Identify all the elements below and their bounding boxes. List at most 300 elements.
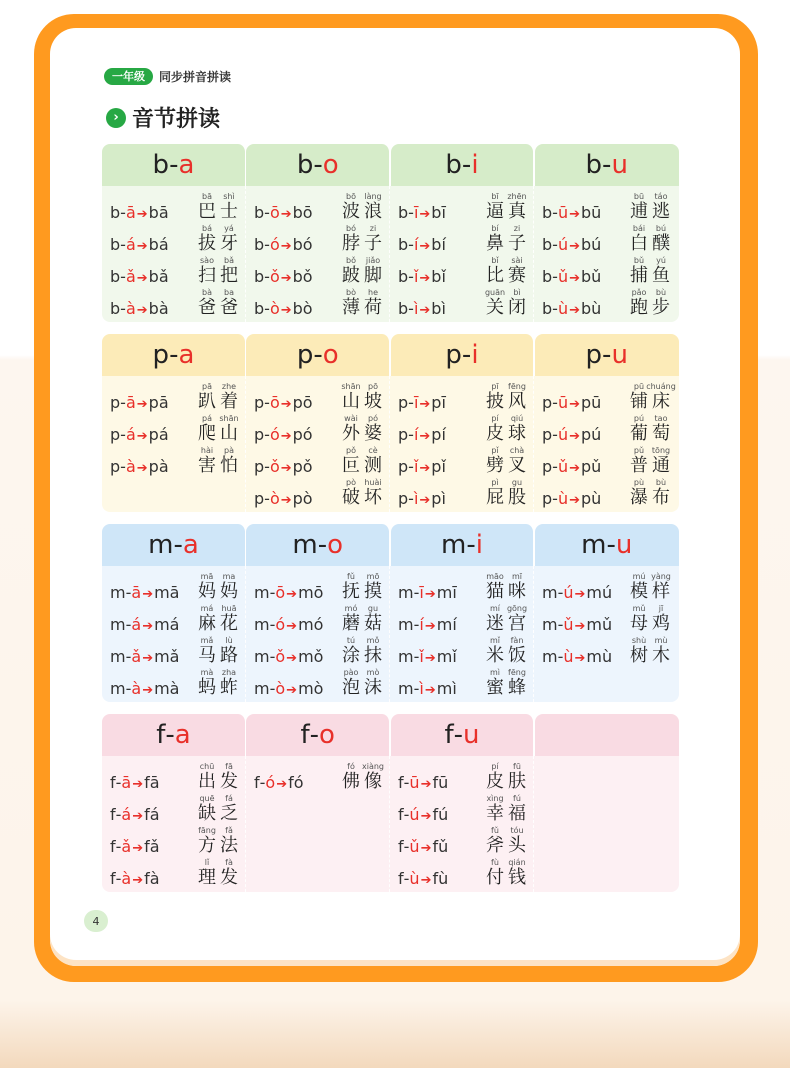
hanzi: 逃 — [652, 201, 670, 222]
syllable-spelling — [254, 267, 340, 286]
pinyin: táo — [654, 192, 668, 201]
spelling-line — [398, 634, 533, 666]
syllable-spelling — [542, 299, 628, 318]
initial: p — [110, 425, 121, 444]
pinyin: pù — [633, 478, 645, 487]
spelling-line — [110, 760, 245, 792]
example-word — [196, 826, 240, 856]
toned-vowel: ī — [419, 583, 424, 602]
spelling-line — [110, 570, 245, 602]
spelling-line — [398, 666, 533, 698]
pinyin: bí — [491, 224, 499, 233]
syllable-spelling — [254, 583, 340, 602]
syllable-spelling — [254, 647, 340, 666]
spelling-line — [542, 222, 678, 254]
pinyin: chuáng — [646, 382, 676, 391]
example-word — [196, 224, 240, 254]
word-char — [650, 192, 672, 222]
syllable-spelling — [254, 615, 340, 634]
arrow-icon: ➔ — [419, 461, 431, 476]
dash: - — [408, 203, 414, 222]
word-char — [340, 604, 362, 634]
toned-vowel: ǒ — [269, 457, 280, 476]
hanzi: 坡 — [364, 391, 382, 412]
word-char — [650, 572, 672, 602]
spelling-line — [110, 190, 245, 222]
pinyin: chū — [199, 762, 215, 771]
hanzi: 花 — [220, 613, 238, 634]
dash: - — [602, 150, 612, 180]
toned-vowel: ǒ — [275, 647, 286, 666]
arrow-icon: ➔ — [276, 777, 288, 792]
spelling-line — [254, 444, 389, 476]
pinyin: pí — [491, 414, 499, 423]
word-char — [650, 478, 672, 508]
hanzi: 拔 — [198, 233, 216, 254]
toned-vowel: ú — [409, 805, 420, 824]
initial: f — [110, 837, 116, 856]
initial: p — [254, 489, 265, 508]
syllable-spelling — [110, 773, 196, 792]
word-char — [650, 256, 672, 286]
section-f — [102, 714, 679, 892]
toned-vowel: í — [413, 425, 419, 444]
spelling-line — [110, 380, 245, 412]
toned-vowel: ú — [557, 235, 569, 254]
example-word — [628, 478, 672, 508]
hanzi: 爸 — [220, 297, 238, 318]
syllable-spelling — [398, 615, 484, 634]
hanzi: 鸡 — [652, 613, 670, 634]
example-word — [628, 256, 672, 286]
word-char — [506, 858, 528, 888]
hanzi: 扫 — [198, 265, 216, 286]
pinyin: zhēn — [507, 192, 527, 201]
syllable-column — [534, 376, 678, 512]
hanzi: 蘑 — [342, 613, 360, 634]
word-char — [484, 478, 506, 508]
word-char — [362, 414, 384, 444]
example-word — [628, 572, 672, 602]
dash: - — [264, 425, 270, 444]
word-char — [484, 668, 506, 698]
arrow-icon: ➔ — [419, 429, 431, 444]
word-char — [362, 192, 384, 222]
spelling-line — [398, 286, 533, 318]
pinyin: zi — [513, 224, 521, 233]
vowel: a — [178, 340, 195, 370]
toned-vowel: ò — [269, 489, 280, 508]
dash: - — [552, 457, 558, 476]
word-char — [362, 224, 384, 254]
hanzi: 肤 — [508, 771, 526, 792]
example-word — [484, 288, 528, 318]
result-syllable: mī — [436, 583, 457, 602]
result-syllable: bú — [580, 235, 602, 254]
pinyin: pú — [633, 414, 645, 423]
hanzi: 葡 — [630, 423, 648, 444]
hanzi: 婆 — [364, 423, 382, 444]
result-syllable: mí — [436, 615, 457, 634]
spelling-line — [254, 286, 389, 318]
word-char — [340, 572, 362, 602]
result-syllable: mó — [298, 615, 324, 634]
pinyin: huài — [364, 478, 382, 487]
hanzi: 逋 — [630, 201, 648, 222]
toned-vowel: ǔ — [557, 267, 569, 286]
toned-vowel: ǐ — [413, 457, 419, 476]
result-syllable: mǔ — [586, 615, 613, 634]
toned-vowel: ā — [121, 773, 132, 792]
hanzi: 脚 — [364, 265, 382, 286]
arrow-icon: ➔ — [424, 651, 436, 666]
dash: - — [557, 647, 564, 666]
hanzi: 出 — [198, 771, 216, 792]
pinyin: bǐ — [491, 256, 499, 265]
dash: - — [413, 679, 420, 698]
dash: - — [269, 615, 276, 634]
hanzi: 钱 — [508, 867, 526, 888]
initial: p — [542, 425, 553, 444]
word-char — [650, 224, 672, 254]
consonant: m — [581, 530, 607, 560]
hanzi: 蚂 — [198, 677, 216, 698]
hanzi: 马 — [198, 645, 216, 666]
toned-vowel: ā — [131, 583, 142, 602]
syllable-column — [390, 566, 534, 702]
pinyin: bī — [491, 192, 499, 201]
pinyin: pǔ — [633, 446, 645, 455]
word-char — [362, 636, 384, 666]
consonant: f — [300, 720, 310, 750]
vowel: o — [319, 720, 335, 750]
hanzi: 瀑 — [630, 487, 648, 508]
toned-vowel: ō — [275, 583, 286, 602]
hanzi: 乏 — [220, 803, 238, 824]
consonant: p — [585, 340, 603, 370]
toned-vowel: ī — [413, 393, 419, 412]
example-word — [484, 192, 528, 222]
dash: - — [264, 267, 270, 286]
hanzi: 比 — [486, 265, 504, 286]
consonant: f — [444, 720, 454, 750]
hanzi: 模 — [630, 581, 648, 602]
example-word — [340, 572, 384, 602]
example-word — [484, 382, 528, 412]
example-word — [628, 288, 672, 318]
arrow-icon: ➔ — [142, 651, 154, 666]
pinyin: bǔ — [633, 256, 645, 265]
word-char — [628, 636, 650, 666]
hanzi: 把 — [220, 265, 238, 286]
toned-vowel: ǒ — [269, 267, 280, 286]
hanzi: 母 — [630, 613, 648, 634]
hanzi: 头 — [508, 835, 526, 856]
result-syllable: pó — [292, 425, 313, 444]
spelling-line — [254, 666, 389, 698]
hanzi: 赛 — [508, 265, 526, 286]
initial: b — [398, 299, 409, 318]
syllable-column — [102, 566, 246, 702]
hanzi: 披 — [486, 391, 504, 412]
word-char — [362, 572, 384, 602]
example-word — [484, 446, 528, 476]
syllable-spelling — [254, 235, 340, 254]
initial: m — [398, 583, 414, 602]
vowel: u — [463, 720, 480, 750]
initial: p — [398, 425, 409, 444]
arrow-icon: ➔ — [569, 303, 580, 318]
dash: - — [115, 869, 122, 888]
word-char — [506, 572, 528, 602]
word-char — [506, 256, 528, 286]
example-word — [196, 794, 240, 824]
pinyin: pà — [224, 446, 234, 455]
arrow-icon: ➔ — [136, 239, 148, 254]
word-char — [628, 572, 650, 602]
example-word — [196, 288, 240, 318]
hanzi: 捕 — [630, 265, 648, 286]
word-char — [506, 446, 528, 476]
arrow-icon: ➔ — [419, 271, 431, 286]
word-char — [340, 446, 362, 476]
initial: f — [110, 805, 116, 824]
hanzi: 床 — [652, 391, 670, 412]
dash: - — [403, 869, 410, 888]
syllable-header — [102, 714, 246, 756]
consonant: p — [152, 340, 170, 370]
syllable-spelling — [110, 457, 196, 476]
initial: p — [254, 457, 265, 476]
pinyin: mō — [366, 572, 380, 581]
arrow-icon: ➔ — [419, 239, 431, 254]
initial: m — [254, 647, 270, 666]
initial: b — [254, 267, 265, 286]
hanzi: 真 — [508, 201, 526, 222]
example-word — [484, 794, 528, 824]
dash: - — [317, 530, 328, 560]
arrow-icon: ➔ — [569, 429, 580, 444]
arrow-icon: ➔ — [574, 587, 586, 602]
toned-vowel: à — [125, 457, 136, 476]
dash: - — [557, 615, 564, 634]
initial: b — [542, 235, 553, 254]
syllable-column — [534, 186, 678, 322]
dash: - — [125, 647, 132, 666]
word-char — [628, 224, 650, 254]
syllable-spelling — [542, 615, 628, 634]
toned-vowel: ò — [269, 299, 280, 318]
spelling-line — [398, 856, 533, 888]
example-word — [196, 668, 240, 698]
initial: b — [398, 267, 409, 286]
result-syllable: bǒ — [292, 267, 313, 286]
result-syllable: fú — [432, 805, 449, 824]
dash: - — [115, 805, 122, 824]
dash: - — [403, 773, 410, 792]
word-char — [650, 446, 672, 476]
pinyin: pī — [491, 382, 499, 391]
initial: p — [254, 425, 265, 444]
example-word — [484, 762, 528, 792]
pinyin: sào — [200, 256, 214, 265]
word-char — [196, 794, 218, 824]
arrow-icon: ➔ — [280, 429, 292, 444]
example-word — [196, 382, 240, 412]
arrow-icon: ➔ — [132, 777, 144, 792]
result-syllable: fà — [144, 869, 160, 888]
hanzi: 迷 — [486, 613, 504, 634]
hanzi: 关 — [486, 297, 504, 318]
word-char — [628, 288, 650, 318]
hanzi: 鱼 — [652, 265, 670, 286]
arrow-icon: ➔ — [424, 683, 436, 698]
example-word — [484, 604, 528, 634]
hanzi: 球 — [508, 423, 526, 444]
word-char — [196, 256, 218, 286]
initial: m — [254, 615, 270, 634]
word-char — [484, 382, 506, 412]
syllable-header — [535, 524, 679, 566]
toned-vowel: ó — [265, 773, 276, 792]
example-word — [196, 762, 240, 792]
arrow-icon: ➔ — [142, 683, 154, 698]
pinyin: zha — [221, 668, 237, 677]
syllable-spelling — [110, 393, 196, 412]
initial: b — [110, 267, 121, 286]
initial: f — [398, 837, 404, 856]
pinyin: mò — [366, 668, 380, 677]
syllable-spelling — [110, 583, 196, 602]
hanzi: 发 — [220, 771, 238, 792]
toned-vowel: ó — [275, 615, 286, 634]
arrow-icon: ➔ — [136, 303, 148, 318]
example-word — [196, 446, 240, 476]
syllable-header — [102, 334, 246, 376]
result-syllable: pò — [292, 489, 313, 508]
syllable-column — [246, 376, 390, 512]
pinyin: pá — [202, 414, 212, 423]
arrow-icon: ➔ — [569, 397, 580, 412]
word-char — [196, 382, 218, 412]
hanzi: 妈 — [198, 581, 216, 602]
result-syllable: fù — [432, 869, 449, 888]
result-syllable: fá — [144, 805, 160, 824]
pinyin: bái — [632, 224, 646, 233]
syllable-spelling — [542, 647, 628, 666]
syllable-spelling — [110, 267, 196, 286]
example-word — [628, 446, 672, 476]
initial: m — [110, 647, 126, 666]
example-word — [484, 414, 528, 444]
syllable-spelling — [110, 805, 196, 824]
pinyin: fǎ — [225, 826, 233, 835]
example-word — [196, 572, 240, 602]
hanzi: 沫 — [364, 677, 382, 698]
syllable-spelling — [254, 393, 340, 412]
syllable-spelling — [542, 457, 628, 476]
spelling-line — [110, 222, 245, 254]
toned-vowel: ǔ — [563, 615, 574, 634]
pinyin: bō — [346, 192, 356, 201]
hanzi: 闭 — [508, 297, 526, 318]
pinyin: pō — [368, 382, 378, 391]
section-title — [106, 102, 220, 133]
vowel: o — [322, 340, 339, 370]
toned-vowel: í — [413, 235, 419, 254]
arrow-icon: ➔ — [420, 841, 432, 856]
pinyin: hài — [200, 446, 214, 455]
word-char — [218, 256, 240, 286]
hanzi: 风 — [508, 391, 526, 412]
word-char — [362, 668, 384, 698]
example-word — [340, 604, 384, 634]
spelling-line — [254, 634, 389, 666]
syllable-spelling — [254, 425, 340, 444]
pinyin: tú — [346, 636, 356, 645]
initial: m — [398, 679, 414, 698]
pinyin: fà — [225, 858, 233, 867]
dash: - — [269, 679, 276, 698]
syllable-spelling — [542, 489, 628, 508]
syllable-header — [246, 334, 390, 376]
toned-vowel: ó — [269, 425, 280, 444]
syllable-spelling — [398, 203, 484, 222]
word-char — [506, 636, 528, 666]
initial: b — [110, 203, 121, 222]
arrow-icon: ➔ — [420, 777, 432, 792]
example-word — [628, 636, 672, 666]
arrow-icon: ➔ — [280, 397, 292, 412]
word-char — [362, 382, 384, 412]
pinyin: ma — [222, 572, 236, 581]
dash: - — [269, 583, 276, 602]
initial: p — [254, 393, 265, 412]
hanzi: 木 — [652, 645, 670, 666]
syllable-column — [390, 756, 534, 892]
example-word — [196, 256, 240, 286]
pinyin: mó — [344, 604, 358, 613]
toned-vowel: á — [131, 615, 142, 634]
result-syllable: bū — [580, 203, 602, 222]
initial: b — [254, 299, 265, 318]
hanzi: 子 — [364, 233, 382, 254]
initial: m — [254, 679, 270, 698]
pinyin: gōng — [506, 604, 528, 613]
dash: - — [264, 457, 270, 476]
spelling-line — [542, 254, 678, 286]
dash: - — [120, 267, 126, 286]
pinyin: pì — [491, 478, 499, 487]
word-char — [196, 826, 218, 856]
syllable-column — [246, 186, 390, 322]
result-syllable: pá — [148, 425, 169, 444]
pinyin: pò — [346, 478, 356, 487]
pinyin: pǒ — [346, 446, 356, 455]
spelling-line — [542, 380, 678, 412]
initial: m — [542, 583, 558, 602]
spelling-line — [398, 824, 533, 856]
initial: m — [542, 615, 558, 634]
pinyin: cè — [368, 446, 378, 455]
arrow-icon: ➔ — [569, 271, 580, 286]
hanzi: 通 — [652, 455, 670, 476]
syllable-header — [391, 144, 535, 186]
dash: - — [165, 720, 175, 750]
example-word — [340, 668, 384, 698]
toned-vowel: ǔ — [557, 457, 569, 476]
hanzi: 荷 — [364, 297, 382, 318]
